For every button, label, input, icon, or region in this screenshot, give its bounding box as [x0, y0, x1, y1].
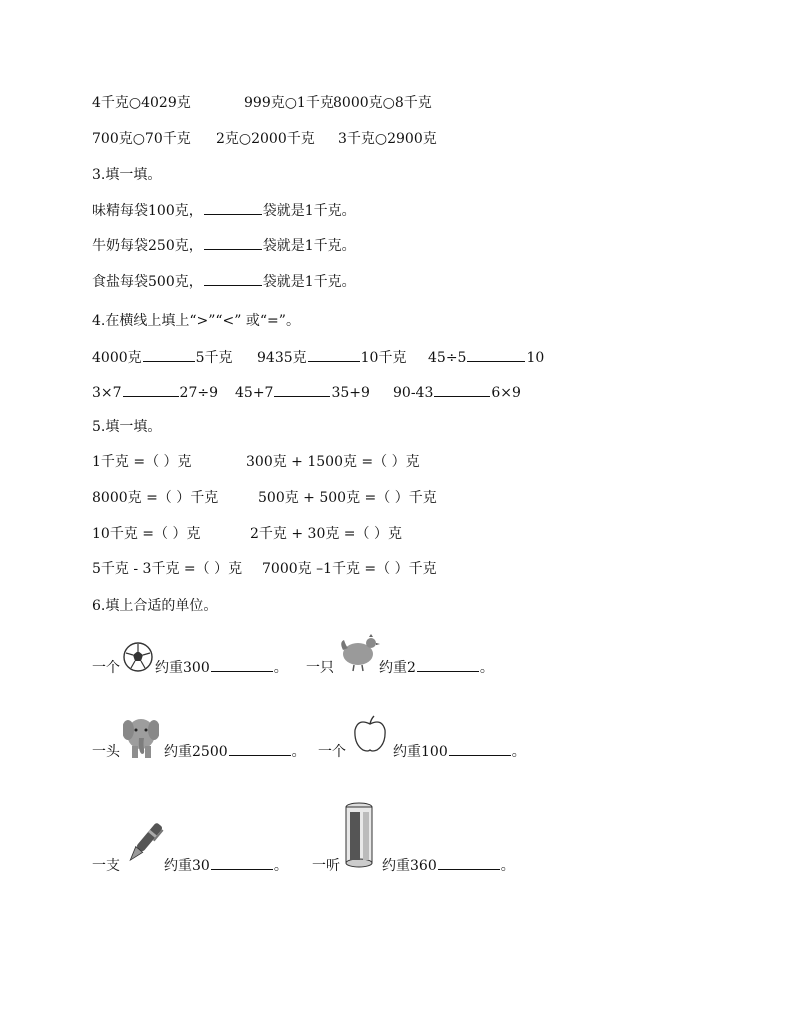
- q6-weight: 约重300: [155, 660, 210, 676]
- answer-blank[interactable]: [211, 855, 273, 870]
- q4-right: 10: [526, 350, 545, 366]
- q3-item-2: [92, 234, 356, 258]
- compare-item: 999克○1千克: [244, 95, 334, 111]
- q4-right: 35+9: [331, 385, 370, 401]
- q6-end: 。: [479, 660, 494, 676]
- q5-item: 8000克 =（ ）千克: [92, 490, 219, 506]
- q4-expr: [428, 346, 544, 370]
- q6-prefix: 一只: [306, 660, 334, 676]
- q5-item: 2千克 + 30克 =（ ）克: [250, 526, 402, 542]
- answer-blank[interactable]: [434, 382, 490, 397]
- q6-prefix: 一头: [92, 744, 120, 760]
- q4-left: 9435克: [257, 350, 307, 366]
- q3-title: 3.填一填。: [92, 167, 162, 183]
- q5-item: 1千克 =（ ）克: [92, 454, 192, 470]
- q6-end: 。: [273, 660, 288, 676]
- q6-end: 。: [291, 744, 306, 760]
- q6-text: [393, 740, 526, 764]
- answer-blank[interactable]: [438, 855, 500, 870]
- pen-icon: [123, 817, 165, 869]
- q6-weight: 约重100: [393, 744, 448, 760]
- q3-item-1: [92, 199, 356, 223]
- q4-title: 4.在横线上填上“>”“<” 或“=”。: [92, 313, 300, 329]
- chicken-icon: [338, 632, 380, 672]
- q3-text-before: 牛奶每袋250克，: [92, 238, 203, 254]
- q3-text-after: 袋就是1千克。: [262, 238, 356, 254]
- q5-title: 5.填一填。: [92, 419, 162, 435]
- q5-item: 300克 + 1500克 =（ ）克: [246, 454, 420, 470]
- answer-blank[interactable]: [308, 347, 360, 362]
- answer-blank[interactable]: [467, 347, 525, 362]
- q4-left: 3×7: [92, 385, 122, 401]
- q6-prefix: 一个: [92, 660, 120, 676]
- q3-text-after: 袋就是1千克。: [262, 203, 356, 219]
- q4-right: 27÷9: [179, 385, 218, 401]
- q4-expr: [92, 346, 233, 370]
- q4-expr: [92, 381, 218, 405]
- answer-blank[interactable]: [449, 741, 511, 756]
- answer-blank[interactable]: [204, 200, 262, 215]
- q3-item-3: [92, 270, 356, 294]
- q4-left: 90-43: [393, 385, 434, 401]
- q4-expr: [235, 381, 370, 405]
- compare-item: 700克○70千克: [92, 131, 191, 147]
- q5-item: 7000克 –1千克 =（ ）千克: [262, 561, 437, 577]
- q3-text-before: 食盐每袋500克，: [92, 274, 203, 290]
- q6-text: [155, 656, 288, 680]
- q6-text: [382, 854, 515, 878]
- q5-item: 10千克 =（ ）克: [92, 526, 201, 542]
- q4-right: 6×9: [491, 385, 521, 401]
- answer-blank[interactable]: [123, 382, 179, 397]
- q6-text: [164, 740, 306, 764]
- q4-left: 4000克: [92, 350, 142, 366]
- soccer-ball-icon: [122, 641, 154, 673]
- q6-text: [164, 854, 288, 878]
- coke-can-icon: [343, 802, 375, 868]
- q4-expr: [257, 346, 406, 370]
- answer-blank[interactable]: [211, 657, 273, 672]
- q6-end: 。: [500, 858, 515, 874]
- compare-item: 4千克○4029克: [92, 95, 191, 111]
- answer-blank[interactable]: [229, 741, 291, 756]
- q3-text-before: 味精每袋100克，: [92, 203, 203, 219]
- q5-item: 500克 + 500克 =（ ）千克: [258, 490, 437, 506]
- q6-end: 。: [273, 858, 288, 874]
- q6-weight: 约重30: [164, 858, 210, 874]
- q6-weight: 约重2500: [164, 744, 228, 760]
- elephant-icon: [123, 714, 159, 760]
- q3-text-after: 袋就是1千克。: [262, 274, 356, 290]
- answer-blank[interactable]: [143, 347, 195, 362]
- answer-blank[interactable]: [417, 657, 479, 672]
- compare-item: 3千克○2900克: [338, 131, 437, 147]
- q6-weight: 约重360: [382, 858, 437, 874]
- answer-blank[interactable]: [274, 382, 330, 397]
- q6-prefix: 一个: [318, 744, 346, 760]
- q5-item: 5千克 - 3千克 =（ ）克: [92, 561, 243, 577]
- q6-title: 6.填上合适的单位。: [92, 598, 218, 614]
- apple-icon: [350, 714, 390, 754]
- q6-prefix: 一支: [92, 858, 120, 874]
- compare-item: 2克○2000千克: [216, 131, 315, 147]
- q6-prefix: 一听: [312, 858, 340, 874]
- q6-end: 。: [511, 744, 526, 760]
- q4-right: 5千克: [195, 350, 233, 366]
- compare-item: 8000克○8千克: [333, 95, 432, 111]
- q4-left: 45+7: [235, 385, 274, 401]
- q4-left: 45÷5: [428, 350, 467, 366]
- answer-blank[interactable]: [204, 271, 262, 286]
- q6-weight: 约重2: [379, 660, 416, 676]
- answer-blank[interactable]: [204, 235, 262, 250]
- q4-expr: [393, 381, 521, 405]
- q4-right: 10千克: [360, 350, 407, 366]
- q6-text: [379, 656, 494, 680]
